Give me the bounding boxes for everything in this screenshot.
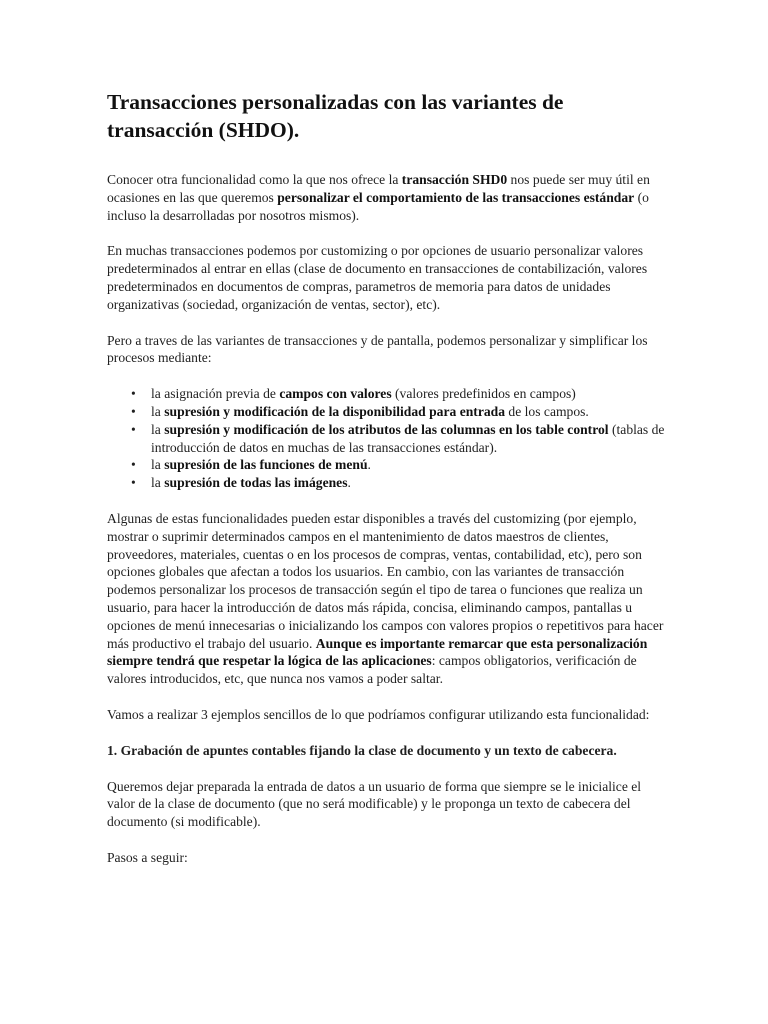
intro-bold-personalize: personalizar el comportamiento de las transacciones estándar [277,189,635,205]
list-item-bold: supresión de las funciones de menú [164,457,368,473]
intro-bold-transaction: transacción SHD0 [401,172,508,187]
list-item-text: la [151,403,165,419]
features-list [107,385,667,492]
bullet-icon: • [131,421,136,437]
list-item-bold: supresión y modificación de los atributos de las columnas en los table control [164,421,609,437]
document-title: Transacciones personalizadas con las variantes de transacción (SHDO). [107,90,564,142]
list-item-text: . [367,457,371,473]
list-item-text: (tablas de introducción de datos en muchas de las transacciones estándar). [151,421,665,455]
bullet-icon: • [131,403,136,419]
intro-text-a: Conocer otra funcionalidad como la que nos ofrece la [107,172,402,187]
list-item-text: la [151,475,165,491]
intro-text-e: (o incluso la desarrolladas por nosotros mismos). [107,189,649,223]
customizing-paragraph: En muchas transacciones podemos por customizing o por opciones de usuario personalizar valores predeterminados al entrar en ellas (clase de documento en transacciones de contabilización, valores predeterminados en documentos de compras, parametros de memoria para datos de unidades organizativas (sociedad, organización de ventas, sector), etc). [107,243,648,312]
list-item [131,456,667,474]
list-item-text: la [151,457,165,473]
functionality-paragraph [107,510,667,688]
functionality-text-a: Algunas de estas funcionalidades pueden estar disponibles a través del customizing (por ejemplo, mostrar o suprimir determinados campos en el mantenimiento de datos maestros de clientes, proveedores, materiales, cuentas o en los procesos de compras, ventas, contabilidad, etc), pero son opciones globales que afectan a todos los usuarios. En cambio, con las variantes de transacción podemos personalizar los procesos de transacción según el tipo de tarea o funciones que realiza un usuario, para hacer la introducción de datos más rápida, concisa, eliminando campos, pantallas u opciones de menú innecesarias o inicializando los campos con valores propios o repetitivos para hacer más productivo el trabajo del usuario. [107,510,664,651]
functionality-text-c: : campos obligatorios, verificación de valores introducidos, etc, que nunca nos vamos a poder saltar. [107,653,637,687]
example-description-paragraph: Queremos dejar preparada la entrada de datos a un usuario de forma que siempre se le inicialice el valor de la clase de documento (que no será modificable) y le proponga un texto de cabecera del documento (si modificable). [107,778,642,830]
list-item-text: . [347,475,351,491]
bullet-icon: • [131,457,136,473]
list-item-bold: campos con valores [279,386,392,402]
list-item-text: la asignación previa de [151,386,280,402]
functionality-bold-note: Aunque es importante remarcar que esta personalización siempre tendrá que respetar la lógica de las aplicaciones [107,635,648,669]
list-item-text: la [151,421,165,437]
section-heading: 1. Grabación de apuntes contables fijando la clase de documento y un texto de cabecera. [107,742,617,758]
document-page [107,88,667,885]
variants-paragraph: Pero a traves de las variantes de transacciones y de pantalla, podemos personalizar y simplificar los procesos mediante: [107,332,648,366]
intro-paragraph [107,171,667,224]
list-item-text: (valores predefinidos en campos) [391,386,576,402]
list-item [131,421,667,457]
list-item [131,385,667,403]
list-item [131,403,667,421]
list-item-text: de los campos. [505,403,589,419]
list-item [131,474,667,492]
list-item-bold: supresión y modificación de la disponibilidad para entrada [164,403,506,419]
examples-paragraph: Vamos a realizar 3 ejemplos sencillos de lo que podríamos configurar utilizando esta funcionalidad: [107,706,650,722]
bullet-icon: • [131,386,136,402]
intro-text-c: nos puede ser muy útil en ocasiones en las que queremos [107,172,650,205]
bullet-icon: • [131,475,136,491]
list-item-bold: supresión de todas las imágenes [164,475,348,491]
steps-paragraph: Pasos a seguir: [107,849,188,865]
